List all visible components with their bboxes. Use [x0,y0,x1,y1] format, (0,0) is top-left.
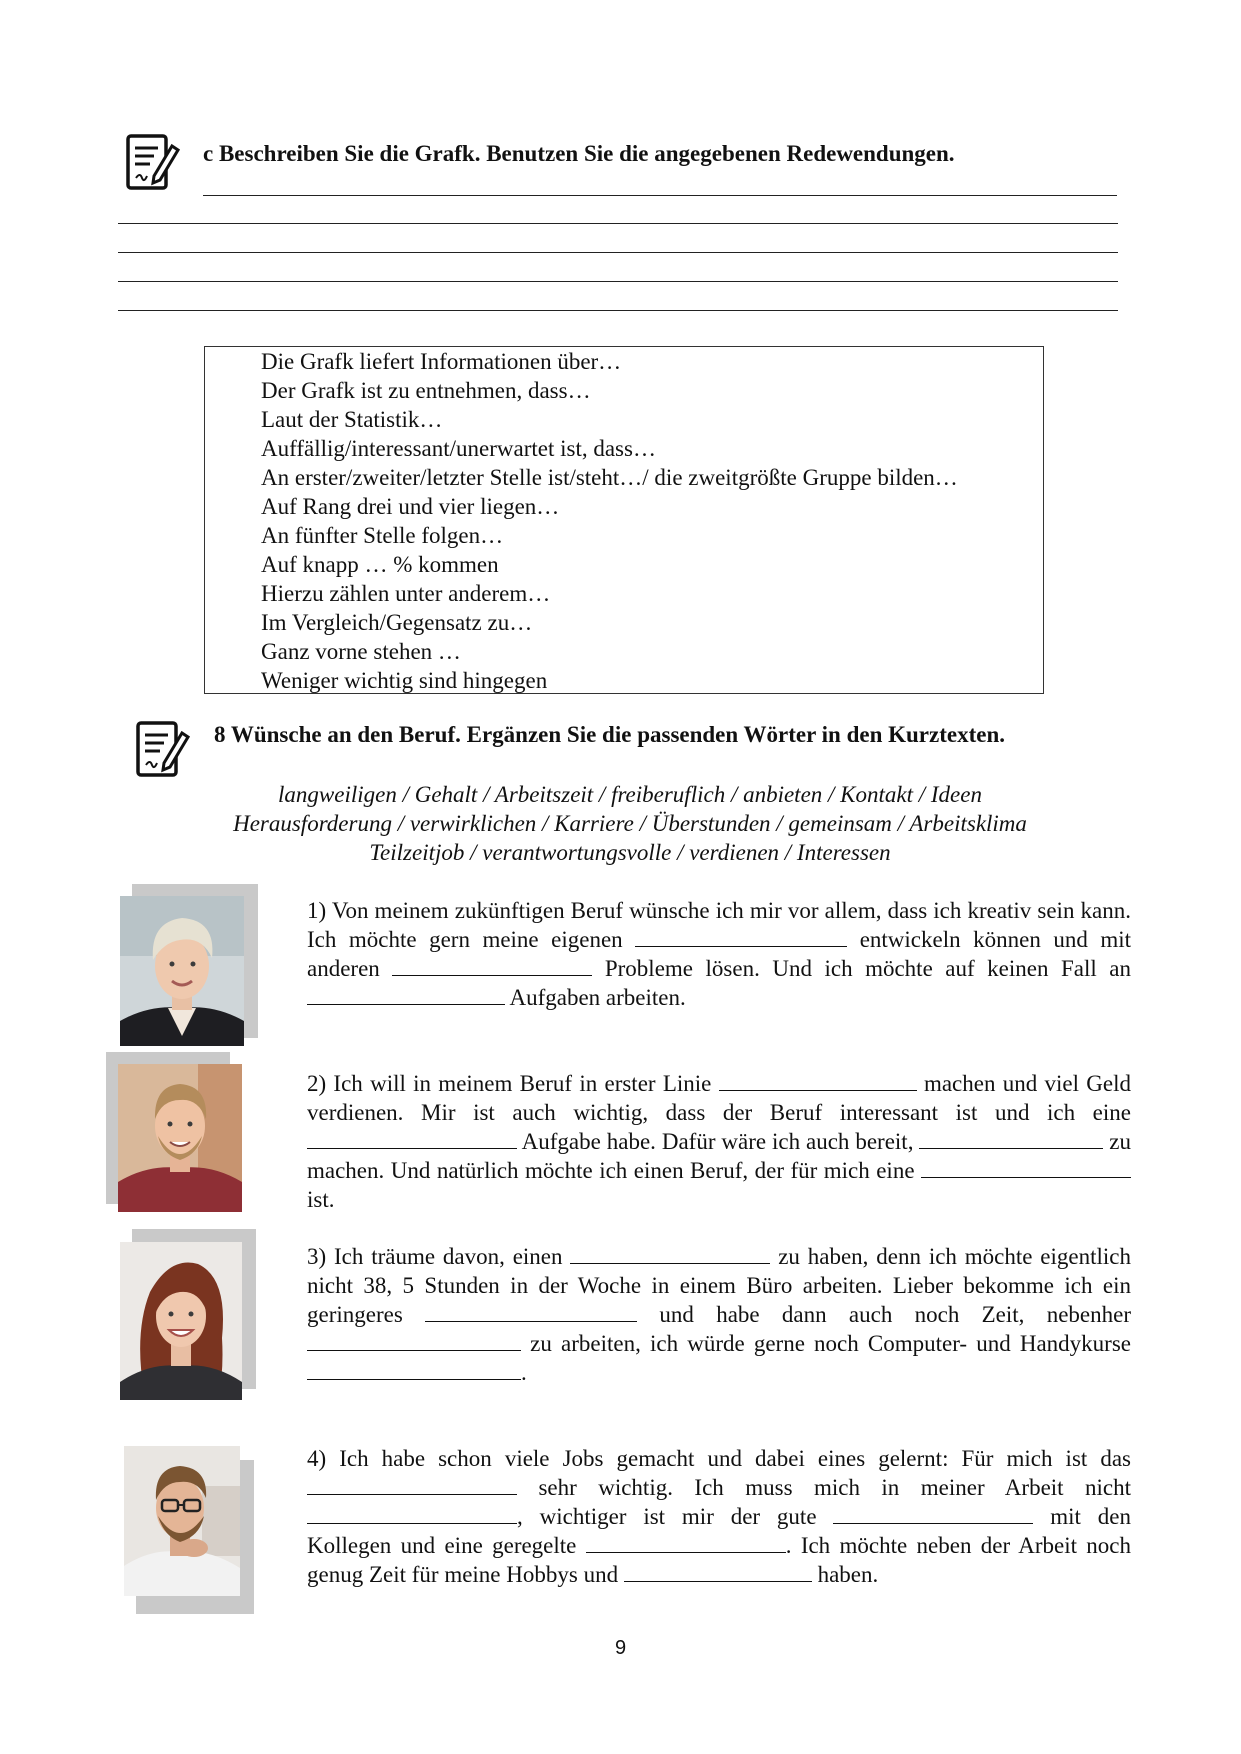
text-segment: 2) Ich will in meinem Beruf in erster Linie [307,1071,712,1096]
answer-blank[interactable] [624,1561,812,1582]
page-number: 9 [614,1637,627,1659]
text-segment: und habe dann auch noch Zeit, nebenher [659,1302,1131,1327]
phrase-item: Im Vergleich/Gegensatz zu… [261,610,533,635]
text-3 [307,1242,1131,1387]
task-8-title: 8 Wünsche an den Beruf. Ergänzen Sie die passenden Wörter in den Kurztexten. [214,722,1005,747]
answer-blank[interactable] [307,984,505,1005]
phrase-list [261,347,958,695]
text-segment: sehr wichtig. Ich muss mich in meiner Arbeit nicht [538,1475,1131,1500]
text-segment: ist. [307,1187,335,1212]
answer-blank[interactable] [719,1070,917,1091]
text-segment: zu arbeiten, ich würde gerne noch Computer- und Handykurse [530,1331,1132,1356]
text-4 [307,1444,1131,1589]
text-segment: , wichtiger ist mir der gute [517,1504,817,1529]
answer-blank[interactable] [833,1503,1033,1524]
word-bank-line: Teilzeitjob / verantwortungsvolle / verdienen / Interessen [369,840,891,865]
task-c-title: c Beschreiben Sie die Grafk. Benutzen Sie die angegebenen Redewendungen. [203,141,955,166]
answer-blank[interactable] [307,1128,517,1149]
text-segment: entwickeln können und mit anderen [307,927,1132,981]
answer-blank[interactable] [921,1157,1131,1178]
word-bank-line: langweiligen / Gehalt / Arbeitszeit / freiberuflich / anbieten / Kontakt / Ideen [278,782,982,807]
text-segment: Probleme lösen. Und ich möchte auf keinen Fall an [604,956,1132,981]
phrase-item: Laut der Statistik… [261,407,443,432]
answer-blank[interactable] [307,1503,517,1524]
answer-line[interactable] [118,281,1118,282]
text-segment: 4) Ich habe schon viele Jobs gemacht und dabei eines gelernt: Für mich ist das [307,1446,1131,1471]
text-2 [307,1069,1131,1214]
answer-line[interactable] [118,252,1118,253]
text-segment: zu machen. Und natürlich möchte ich einen Beruf, der für mich eine [307,1129,1132,1183]
answer-line[interactable] [203,195,1117,196]
phrase-item: Ganz vorne stehen … [261,639,461,664]
answer-line[interactable] [118,223,1118,224]
phrase-item: Die Grafk liefert Informationen über… [261,349,622,374]
text-segment: . Ich möchte neben der Arbeit noch genug Zeit für meine Hobbys und [307,1533,1132,1587]
person-photo-2 [118,1064,242,1212]
word-bank [130,780,1130,867]
answer-blank[interactable] [307,1359,521,1380]
phrase-item: An fünfter Stelle folgen… [261,523,504,548]
text-segment: Aufgaben arbeiten. [509,985,686,1010]
phrases-box [204,346,1044,694]
text-segment: Aufgabe habe. Dafür wäre ich auch bereit, [521,1129,914,1154]
answer-blank[interactable] [307,1330,521,1351]
text-1 [307,896,1131,1012]
word-bank-line: Herausforderung / verwirklichen / Karriere / Überstunden / gemeinsam / Arbeitsklima [233,811,1027,836]
answer-blank[interactable] [635,926,847,947]
phrase-item: Auffällig/interessant/unerwartet ist, dass… [261,436,656,461]
text-segment: . [521,1360,527,1385]
text-segment: haben. [817,1562,879,1587]
phrase-item: Der Grafk ist zu entnehmen, dass… [261,378,591,403]
phrase-item: Hierzu zählen unter anderem… [261,581,551,606]
phrase-item: Auf Rang drei und vier liegen… [261,494,560,519]
text-segment: mit den Kollegen und eine geregelte [307,1504,1131,1558]
answer-blank[interactable] [919,1128,1103,1149]
text-segment: zu haben, denn ich möchte eigentlich nicht 38, 5 Stunden in der Woche in einem Büro arbeiten. Lieber bekomme ich ein geringeres [307,1244,1131,1327]
text-segment: machen und viel Geld verdienen. Mir ist auch wichtig, dass der Beruf interessant ist und ich eine [307,1071,1131,1125]
person-photo-3 [120,1242,242,1400]
text-segment: 3) Ich träume davon, einen [307,1244,563,1269]
answer-blank[interactable] [425,1301,637,1322]
writing-task-icon [134,719,190,781]
phrase-item: Auf knapp … % kommen [261,552,499,577]
writing-task-icon [124,132,180,194]
phrase-item: Weniger wichtig sind hingegen [261,668,548,693]
person-photo-4 [124,1446,240,1596]
text-segment: 1) Von meinem zukünftigen Beruf wünsche ich mir vor allem, dass ich kreativ sein kann. Ich möchte gern meine eigenen [307,898,1131,952]
answer-blank[interactable] [392,955,592,976]
answer-blank[interactable] [586,1532,786,1553]
phrase-item: An erster/zweiter/letzter Stelle ist/steht…/ die zweitgrößte Gruppe bilden… [261,465,958,490]
answer-line[interactable] [118,310,1118,311]
person-photo-1 [120,896,244,1046]
answer-blank[interactable] [570,1243,770,1264]
answer-blank[interactable] [307,1474,517,1495]
